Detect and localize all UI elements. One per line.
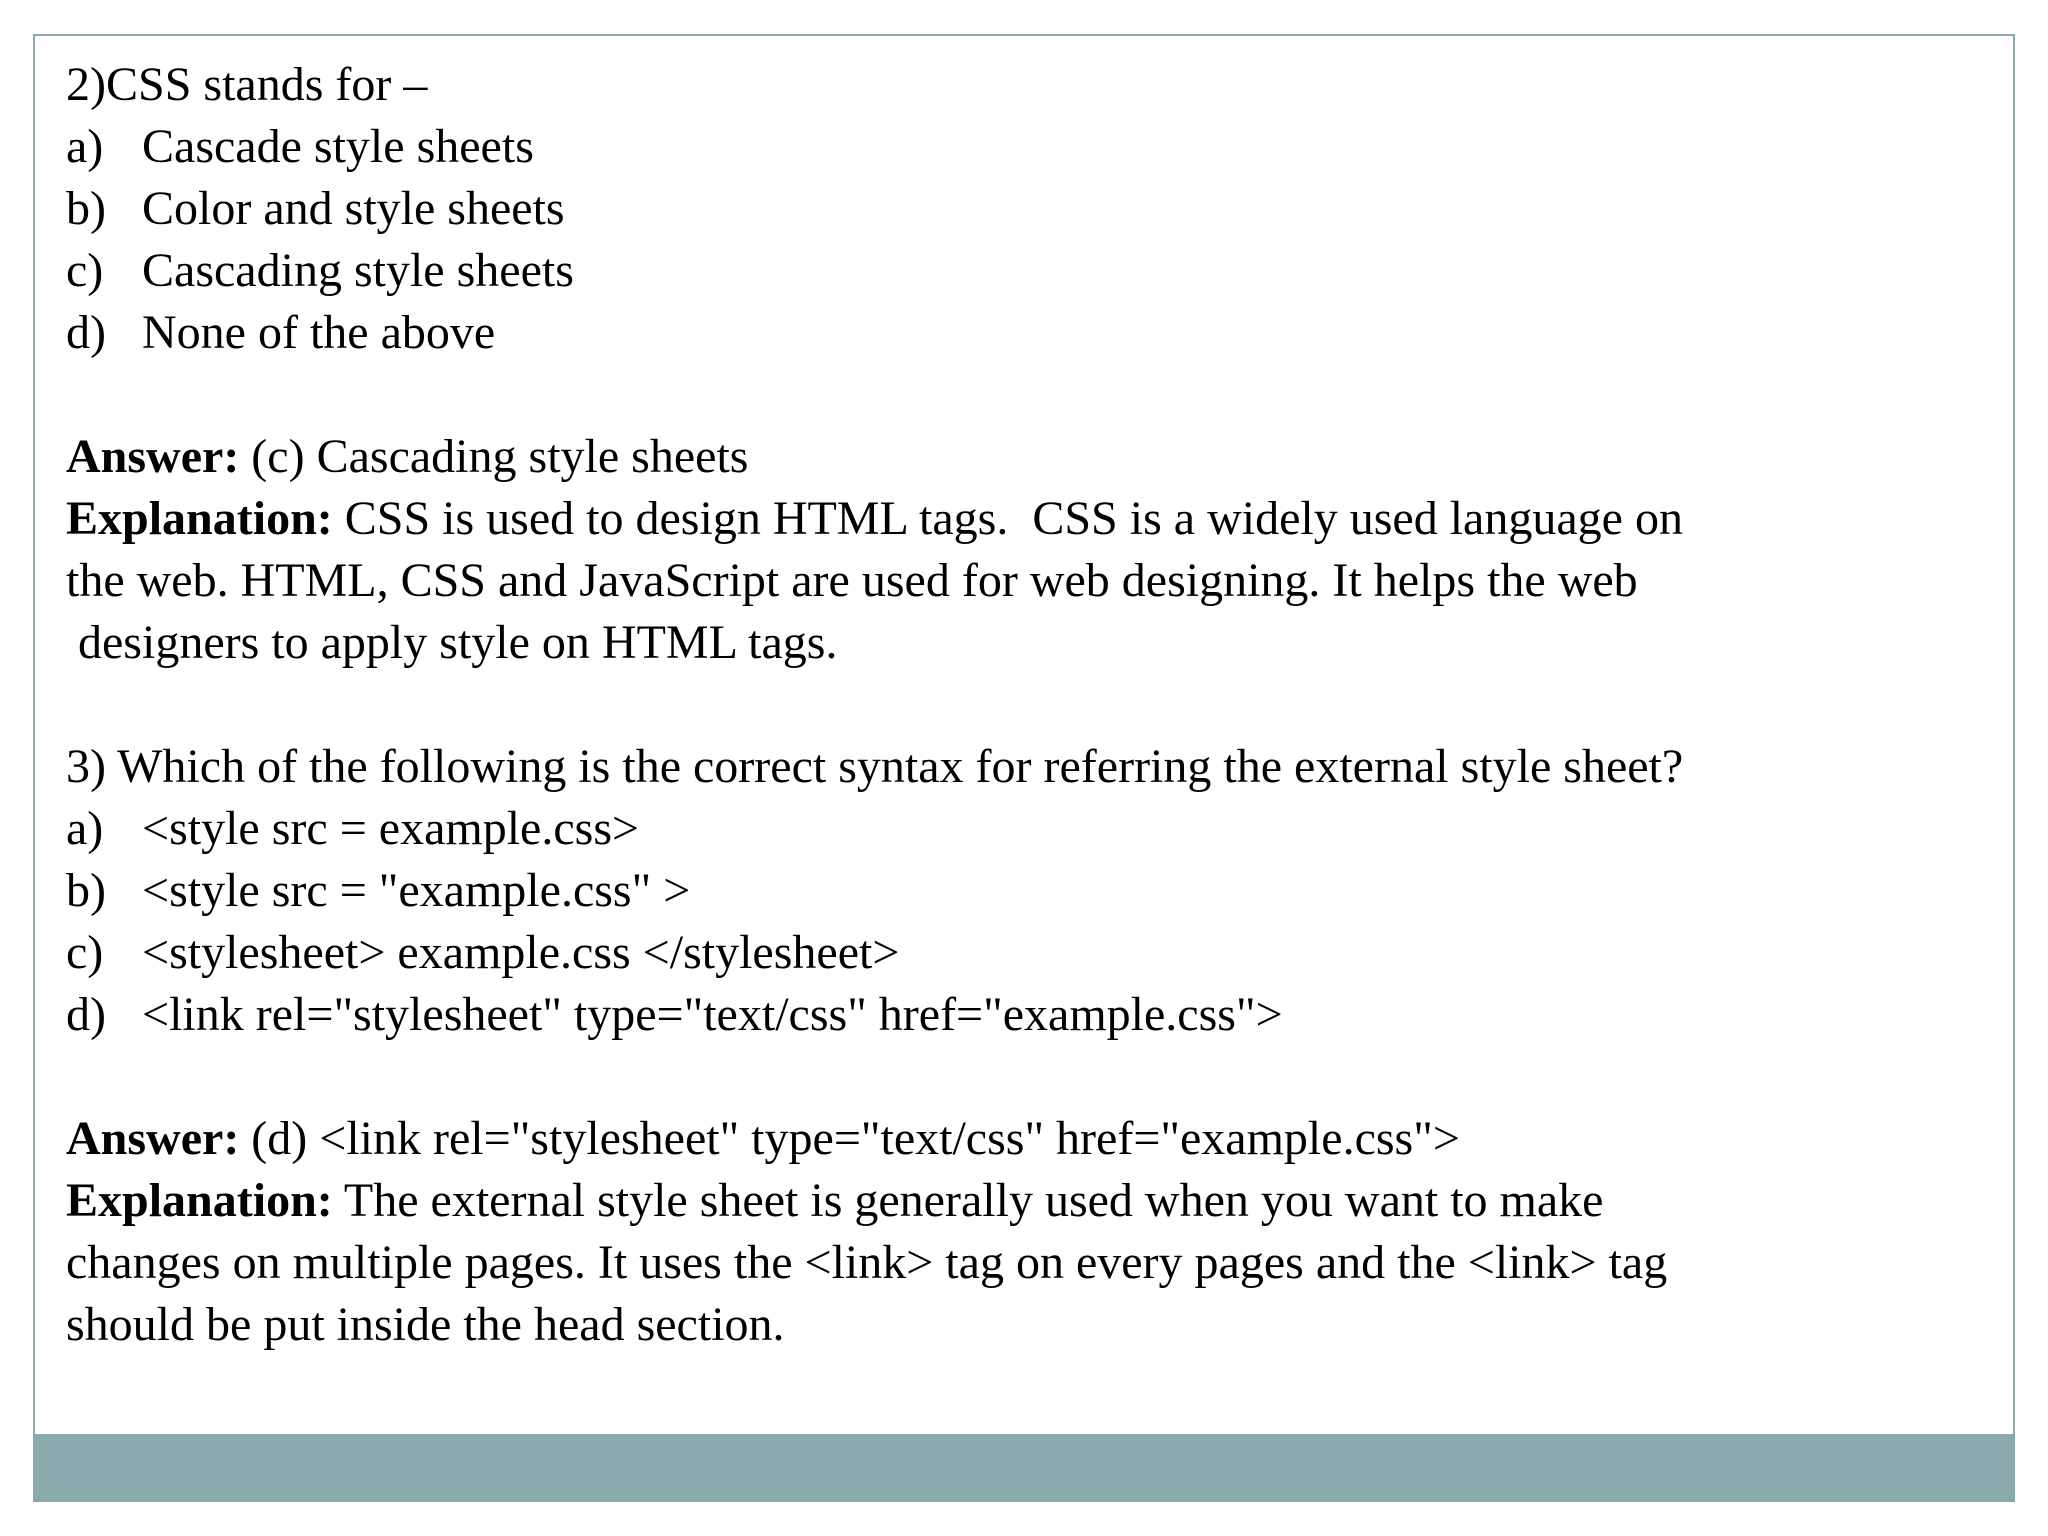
question-2-explanation-line-2: the web. HTML, CSS and JavaScript are used for web designing. It helps the web — [66, 554, 1638, 607]
question-3-option-d — [66, 984, 1986, 1046]
option-letter: d) — [66, 306, 106, 359]
question-3-explanation-line-1 — [66, 1170, 1986, 1232]
option-letter: a) — [66, 120, 104, 173]
question-3-explanation-line-3: should be put inside the head section. — [66, 1298, 785, 1351]
slide-content — [66, 54, 1986, 1356]
option-text: Cascading style sheets — [142, 244, 574, 297]
question-2-explanation-line-3: designers to apply style on HTML tags. — [78, 616, 838, 669]
explanation-text: CSS is used to design HTML tags. CSS is a widely used language on — [332, 492, 1683, 545]
answer-text: (d) <link rel="stylesheet" type="text/css" href="example.css"> — [239, 1112, 1460, 1165]
question-3-option-c — [66, 922, 1986, 984]
question-3-answer — [66, 1108, 1986, 1170]
option-text: <style src = example.css> — [142, 802, 640, 855]
option-text: <stylesheet> example.css </stylesheet> — [142, 926, 900, 979]
option-text: <style src = "example.css" > — [142, 864, 691, 917]
question-2-option-d — [66, 302, 1986, 364]
question-2-explanation-line-1 — [66, 488, 1986, 550]
explanation-label: Explanation: — [66, 1174, 333, 1227]
option-text: <link rel="stylesheet" type="text/css" href="example.css"> — [142, 988, 1283, 1041]
question-2-text: 2)CSS stands for – — [66, 58, 428, 111]
question-3-explanation-line-2: changes on multiple pages. It uses the <link> tag on every pages and the <link> tag — [66, 1236, 1668, 1289]
option-text: Cascade style sheets — [142, 120, 534, 173]
option-text: None of the above — [142, 306, 496, 359]
question-2-option-b — [66, 178, 1986, 240]
option-letter: b) — [66, 182, 106, 235]
option-letter: a) — [66, 802, 104, 855]
question-2-option-a — [66, 116, 1986, 178]
option-text: Color and style sheets — [142, 182, 565, 235]
option-letter: b) — [66, 864, 106, 917]
spacer — [66, 674, 1986, 736]
option-letter: d) — [66, 988, 106, 1041]
option-letter: c) — [66, 926, 104, 979]
question-3-text: 3) Which of the following is the correct syntax for referring the external style sheet? — [66, 740, 1684, 793]
question-2-option-c — [66, 240, 1986, 302]
question-3-option-b — [66, 860, 1986, 922]
spacer — [66, 1046, 1986, 1108]
answer-text: (c) Cascading style sheets — [239, 430, 749, 483]
explanation-text: The external style sheet is generally used when you want to make — [332, 1174, 1604, 1227]
answer-label: Answer: — [66, 430, 240, 483]
slide-footer-bar — [33, 1434, 2015, 1502]
spacer — [66, 364, 1986, 426]
option-letter: c) — [66, 244, 104, 297]
question-2-answer — [66, 426, 1986, 488]
explanation-label: Explanation: — [66, 492, 333, 545]
answer-label: Answer: — [66, 1112, 240, 1165]
question-3-option-a — [66, 798, 1986, 860]
